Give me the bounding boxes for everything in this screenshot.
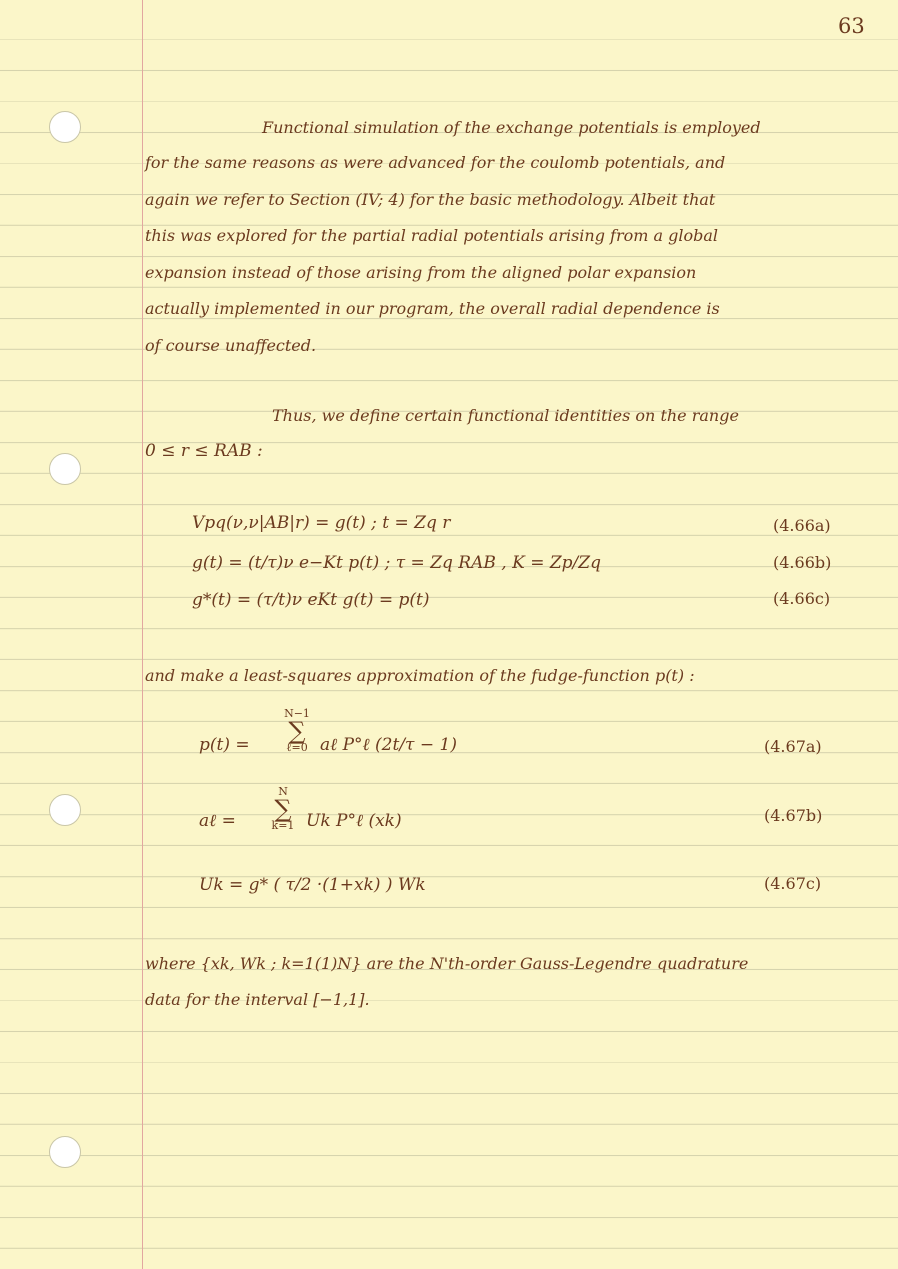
equation-467b-lhs: aℓ = xyxy=(199,811,236,831)
paragraph-line: and make a least-squares approximation of the fudge-function p(t) : xyxy=(145,666,695,685)
equation-label-467c: (4.67c) xyxy=(764,874,822,893)
equation-466c: g*(t) = (τ/t)ν eKt g(t) = p(t) xyxy=(192,590,430,610)
equation-466a: Vpq(ν,ν|AB|r) = g(t) ; t = Zq r xyxy=(192,513,451,533)
equation-label-466b: (4.66b) xyxy=(773,553,832,572)
equation-467a-lhs: p(t) = xyxy=(199,735,250,755)
equation-label-467a: (4.67a) xyxy=(764,737,822,756)
sigma-glyph: ∑ xyxy=(288,717,306,745)
punch-hole xyxy=(49,453,81,485)
equation-label-466a: (4.66a) xyxy=(773,516,831,535)
page-number: 63 xyxy=(838,14,865,38)
summation-symbol xyxy=(266,786,300,832)
equation-467a-rhs: aℓ P°ℓ (2t/τ − 1) xyxy=(320,735,457,755)
sum-lower-limit: k=1 xyxy=(271,819,295,832)
paragraph-line: Functional simulation of the exchange potentials is employed xyxy=(262,118,761,137)
punch-hole xyxy=(49,111,81,143)
margin-line xyxy=(142,0,143,1269)
paragraph-line: for the same reasons as were advanced for the coulomb potentials, and xyxy=(145,153,726,172)
sigma-glyph: ∑ xyxy=(274,795,292,823)
paragraph-line: of course unaffected. xyxy=(145,336,317,355)
sum-upper-limit: N xyxy=(278,785,288,798)
paragraph-line: where {xk, Wk ; k=1(1)N} are the N'th-order Gauss-Legendre quadrature xyxy=(145,954,749,973)
punch-hole xyxy=(49,794,81,826)
equation-467c: Uk = g* ( τ/2 ·(1+xk) ) Wk xyxy=(199,875,426,895)
paragraph-line: expansion instead of those arising from the aligned polar expansion xyxy=(145,263,697,282)
sum-upper-limit: N−1 xyxy=(284,707,310,720)
equation-label-466c: (4.66c) xyxy=(773,589,831,608)
paragraph-line: actually implemented in our program, the overall radial dependence is xyxy=(145,299,720,318)
equation-label-467b: (4.67b) xyxy=(764,806,823,825)
paragraph-line: Thus, we define certain functional identities on the range xyxy=(272,406,739,425)
paragraph-line: data for the interval [−1,1]. xyxy=(145,990,370,1009)
paragraph-line: again we refer to Section (IV; 4) for the basic methodology. Albeit that xyxy=(145,190,716,209)
equation-466b: g(t) = (t/τ)ν e−Kt p(t) ; τ = Zq RAB , K = Zp/Zq xyxy=(192,553,601,573)
equation-467b-rhs: Uk P°ℓ (xk) xyxy=(306,811,402,831)
summation-symbol xyxy=(280,708,314,754)
range-statement: 0 ≤ r ≤ RAB : xyxy=(145,441,263,461)
sum-lower-limit: ℓ=0 xyxy=(286,741,308,754)
punch-hole xyxy=(49,1136,81,1168)
paragraph-line: this was explored for the partial radial potentials arising from a global xyxy=(145,226,719,245)
